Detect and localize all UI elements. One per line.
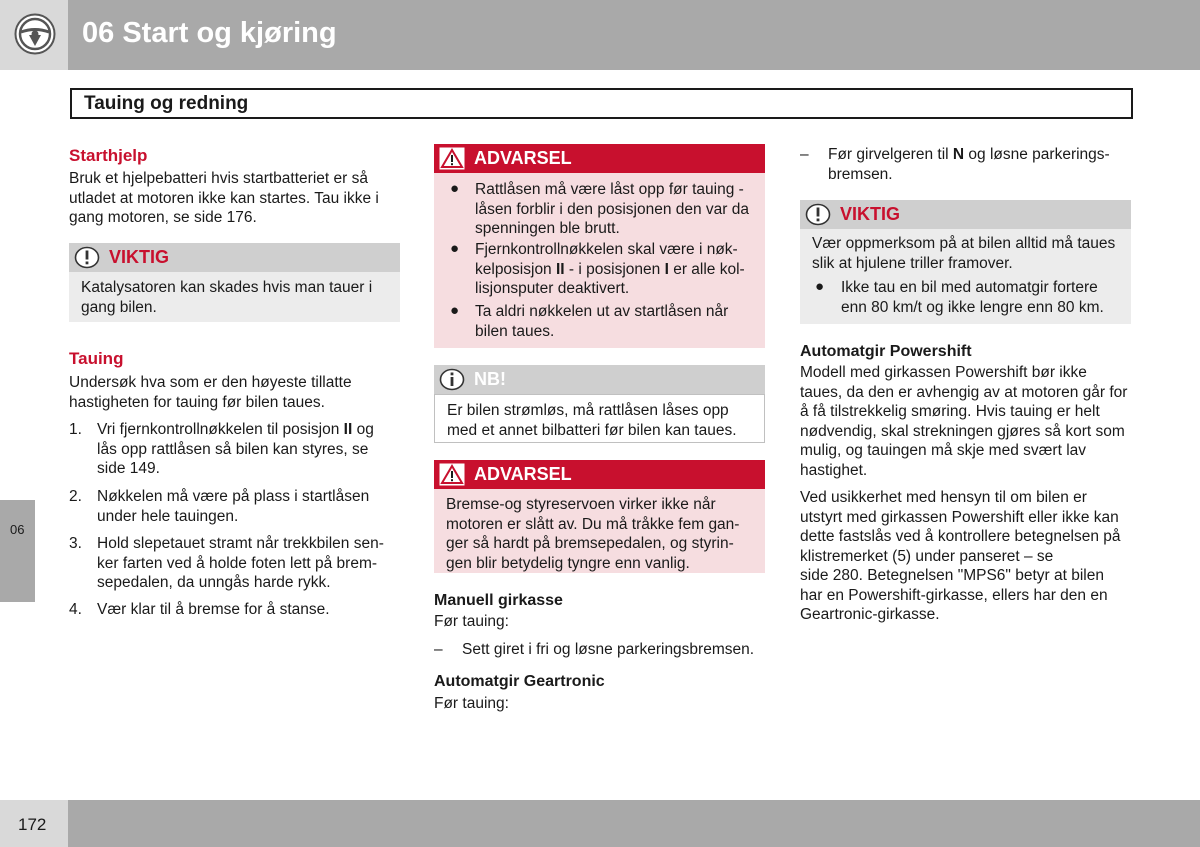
manuell-heading: Manuell girkasse: [434, 592, 563, 609]
exclamation-icon: [805, 203, 831, 226]
bullet-dot: ●: [815, 278, 825, 295]
text-line: Katalysatoren kan skades hvis man tauer i: [81, 279, 373, 296]
text-line: lisjonsputer deaktivert.: [475, 280, 630, 297]
text-line: Ved usikkerhet med hensyn til om bilen er: [800, 489, 1087, 506]
text-line: slik at hjulene triller framover.: [812, 254, 1013, 272]
text-line: enn 80 km/t og ikke lengre enn 80 km.: [841, 298, 1104, 316]
text-run: og løsne parkerings-: [964, 146, 1110, 163]
step-2-text: [97, 487, 369, 526]
col3-item: [828, 145, 1110, 184]
text-run: Vri fjernkontrollnøkkelen til posisjon: [97, 421, 344, 438]
text-run: er alle kol-: [668, 260, 745, 278]
step-number: 3.: [69, 535, 82, 552]
text-run: - i posisjonen: [564, 260, 665, 278]
text-line: hastighet.: [800, 461, 868, 479]
advarsel-bullet-3: [475, 302, 728, 341]
powershift-heading: Automatgir Powershift: [800, 343, 972, 360]
text-line: låsen forblir i den posisjonen den var da: [475, 200, 750, 218]
advarsel-box-body: [434, 489, 765, 573]
section-title: Tauing og redning: [84, 93, 249, 114]
text-line: side 149.: [97, 460, 160, 477]
viktig-bullet: [841, 278, 1104, 317]
text-line: spenningen ble brutt.: [475, 220, 620, 237]
advarsel-bullet-1: [475, 180, 749, 239]
info-icon: [439, 368, 465, 391]
text-line: utstyrt med girkassen Powershift eller ikke kan: [800, 508, 1119, 526]
text-line: mulig, og tauingen må skje med svært lav: [800, 442, 1087, 459]
text-line: Ikke tau en bil med automatgir fortere: [841, 279, 1098, 296]
starthjelp-text: [69, 169, 379, 228]
dash: –: [434, 641, 443, 658]
starthjelp-heading: Starthjelp: [69, 146, 148, 165]
exclamation-icon: [74, 246, 100, 269]
geartronic-heading: Automatgir Geartronic: [434, 673, 605, 690]
text-run-bold: N: [952, 146, 965, 163]
step-number: 2.: [69, 488, 82, 505]
text-line: har en Powershift-girkasse, ellers har den en: [800, 586, 1108, 604]
tauing-heading: Tauing: [69, 349, 124, 368]
text-run: kelposisjon: [475, 260, 556, 278]
section-title-box: [70, 88, 1133, 119]
text-line: Ta aldri nøkkelen ut av startlåsen når: [475, 303, 729, 320]
text-line: gang motoren, se side 176.: [69, 209, 257, 226]
text-line: sepedalen, da unngås harde rykk.: [97, 574, 331, 591]
text-line: Vær oppmerksom på at bilen alltid må taues: [812, 235, 1116, 252]
nb-title: NB!: [474, 369, 506, 389]
tauing-intro: [69, 373, 352, 412]
page-number: 172: [18, 815, 47, 834]
text-line: Modell med girkassen Powershift bør ikke: [800, 364, 1087, 381]
advarsel-bullet-2: [475, 240, 745, 299]
geartronic-sub: Før tauing:: [434, 695, 509, 712]
manuell-sub: Før tauing:: [434, 613, 509, 630]
text-line: gen blir betydelig tyngre enn vanlig.: [446, 554, 690, 572]
text-run-bold: II: [556, 260, 565, 278]
advarsel-title: ADVARSEL: [474, 148, 572, 168]
step-3-text: [97, 534, 384, 593]
text-line: hastigheten for tauing før bilen taues.: [69, 393, 325, 411]
text-line: ker farten ved å holde foten lett på brem-: [97, 554, 378, 572]
text-line: Undersøk hva som er den høyeste tillatte: [69, 374, 352, 391]
text-line: Geartronic-girkasse.: [800, 606, 940, 623]
powershift-p1: [800, 363, 1127, 480]
step-number: 4.: [69, 601, 82, 618]
text-line: Bremse-og styreservoen virker ikke når: [446, 496, 716, 513]
text-run: Før girvelgeren til: [828, 146, 953, 163]
text-line: lås opp rattlåsen så bilen kan styres, se: [97, 440, 369, 458]
viktig-box-header: [69, 243, 400, 272]
steering-wheel-icon: [14, 13, 56, 55]
nb-box-header: [434, 365, 765, 394]
viktig-title: VIKTIG: [840, 204, 901, 224]
warning-triangle-icon: [439, 147, 465, 170]
text-line: bremsen.: [828, 165, 893, 183]
text-run-bold: I: [664, 260, 669, 278]
manuell-item: Sett giret i fri og løsne parkeringsbremsen.: [462, 641, 755, 658]
text-line: nødvendig, skal strekningen gjøres så kort som: [800, 422, 1125, 440]
warning-triangle-icon: [439, 463, 465, 486]
text-line: Bruk et hjelpebatteri hvis startbatteriet er så: [69, 170, 368, 187]
viktig-title: VIKTIG: [109, 247, 170, 267]
dash: –: [800, 146, 809, 163]
text-line: Rattlåsen må være låst opp før tauing -: [475, 181, 744, 198]
text-line: klistremerket (5) under panseret – se: [800, 547, 1054, 565]
text-line: bilen taues.: [475, 322, 555, 340]
advarsel-box-header: [434, 144, 765, 173]
advarsel-box-header: [434, 460, 765, 489]
viktig-box-body: [69, 272, 400, 322]
text-line: gang bilen.: [81, 298, 157, 316]
text-line: Nøkkelen må være på plass i startlåsen: [97, 488, 370, 505]
chapter-title: 06 Start og kjøring: [82, 17, 337, 49]
text-line: med et annet bilbatteri før bilen kan taues.: [447, 421, 737, 439]
text-line: Fjernkontrollnøkkelen skal være i nøk-: [475, 241, 738, 258]
step-number: 1.: [69, 421, 82, 438]
chapter-side-tab-label: 06: [10, 522, 25, 537]
viktig-box-header: [800, 200, 1131, 229]
text-line: dette fastslås ved å kontrollere betegnelsen på: [800, 528, 1121, 545]
bullet-dot: ●: [450, 180, 460, 197]
powershift-p2: [800, 488, 1121, 625]
text-run: og: [352, 421, 374, 438]
nb-box-body: [434, 394, 765, 443]
text-line: side 280. Betegnelsen "MPS6" betyr at bilen: [800, 567, 1104, 584]
text-line: taues, da den er avhengig av at motoren går for: [800, 383, 1128, 401]
text-line: under hele tauingen.: [97, 507, 239, 525]
step-4-text: Vær klar til å bremse for å stanse.: [97, 601, 330, 618]
footer-bar: [0, 800, 1200, 847]
text-line: å få tilstrekkelig smøring. Hvis tauing er helt: [800, 403, 1100, 420]
advarsel-title: ADVARSEL: [474, 464, 572, 484]
text-line: Hold slepetauet stramt når trekkbilen sen-: [97, 535, 384, 552]
text-line: utladet at motoren ikke kan startes. Tau ikke i: [69, 189, 379, 207]
step-1-text: [97, 420, 374, 479]
text-line: Er bilen strømløs, må rattlåsen låses opp: [447, 402, 729, 419]
bullet-dot: ●: [450, 240, 460, 257]
chapter-side-tab: [0, 500, 35, 602]
text-line: motoren er slått av. Du må tråkke fem gan-: [446, 515, 740, 533]
viktig-text: [812, 234, 1115, 273]
text-line: ger så hardt på bremsepedalen, og styrin-: [446, 535, 734, 552]
text-run-bold: II: [343, 421, 353, 438]
bullet-dot: ●: [450, 302, 460, 319]
